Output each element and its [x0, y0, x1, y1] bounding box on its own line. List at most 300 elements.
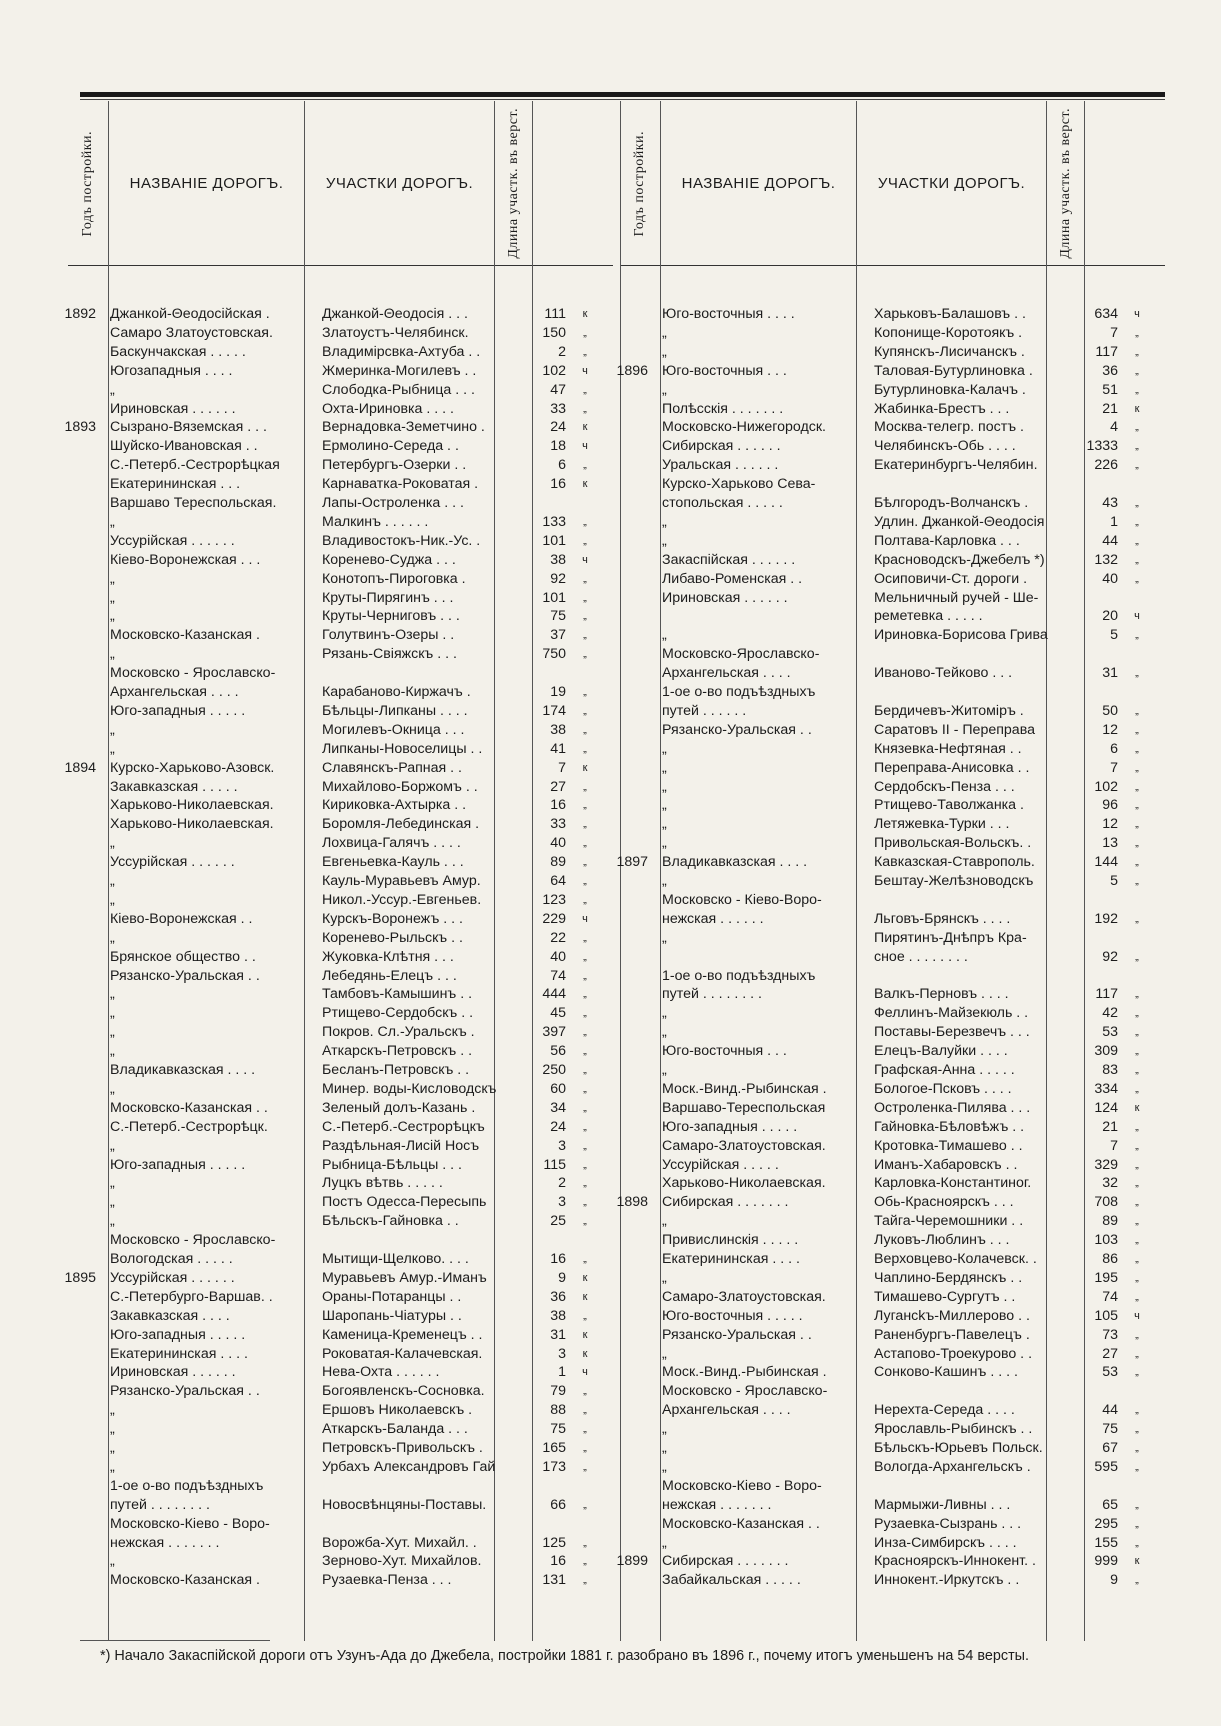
mark-cell: „: [1135, 1007, 1139, 1020]
mark-cell: „: [1135, 326, 1139, 339]
length-cell: 4: [1110, 419, 1118, 436]
length-cell: 38: [550, 1307, 566, 1324]
length-cell: 88: [550, 1402, 566, 1419]
length-cell: 329: [1094, 1156, 1118, 1173]
road-name-cell: „: [662, 1005, 667, 1022]
mark-cell: „: [1135, 704, 1139, 717]
road-name-cell: Баскунчакская . . . . .: [110, 343, 246, 360]
section-cell: Бѣльцы-Липканы . . . .: [322, 702, 468, 719]
section-cell: Нева-Охта . . . . . .: [322, 1364, 440, 1381]
length-cell: 19: [550, 684, 566, 700]
section-cell: Коренево-Суджа . . .: [322, 551, 456, 568]
length-cell: 123: [542, 891, 566, 908]
road-name-cell: Московско-Кіево - Воро-: [662, 1477, 822, 1494]
mark-cell: „: [1135, 1026, 1139, 1039]
road-name-cell: Московско-Казанская .: [110, 1572, 260, 1589]
length-cell: 92: [1102, 948, 1118, 965]
road-name-cell: 1-ое о-во подъѣздныхъ: [662, 684, 816, 700]
mark-cell: „: [1135, 553, 1139, 566]
section-cell: Обь-Красноярскъ . . .: [874, 1194, 1014, 1211]
mark-cell: „: [1135, 1271, 1139, 1284]
section-cell: Мармыжи-Ливны . . .: [874, 1496, 1011, 1513]
road-name-cell: С.-Петербурго-Варшав. .: [110, 1288, 273, 1305]
mark-cell: „: [1135, 950, 1139, 963]
length-cell: 195: [1094, 1269, 1118, 1286]
section-cell: Луцкъ вѣтвь . . . . .: [322, 1175, 443, 1192]
length-cell: 64: [550, 873, 566, 889]
road-name-cell: „: [662, 627, 667, 644]
mark-cell: к: [582, 1328, 588, 1341]
mark-cell: ч: [582, 553, 588, 566]
length-cell: 38: [550, 721, 566, 738]
road-name-cell: „: [662, 1345, 667, 1362]
mark-cell: „: [1135, 912, 1139, 925]
section-cell: Рыбница-Бѣльцы . . .: [322, 1156, 462, 1173]
mark-cell: ч: [1134, 308, 1140, 320]
road-name-cell: Самаро Златоустовская.: [110, 324, 273, 341]
mark-cell: к: [1134, 402, 1140, 415]
mark-cell: „: [1135, 1082, 1139, 1095]
road-name-cell: „: [662, 532, 667, 549]
mark-cell: „: [583, 1423, 587, 1436]
road-name-cell: Архангельская . . . .: [662, 1402, 791, 1419]
section-cell: Иманъ-Хабаровскъ . .: [874, 1156, 1018, 1173]
length-cell: 229: [542, 910, 566, 927]
road-name-cell: „: [110, 646, 115, 663]
mark-cell: „: [1135, 818, 1139, 831]
road-name-cell: „: [110, 1043, 115, 1060]
section-cell: Вологда-Архангельскъ .: [874, 1458, 1031, 1475]
mark-cell: „: [1135, 1460, 1139, 1473]
section-cell: Лебедянь-Елецъ . . .: [322, 967, 457, 984]
top-rule: [80, 92, 1165, 97]
road-name-cell: С.-Петерб.-Сестрорѣцк.: [110, 1118, 268, 1135]
section-cell: Липканы-Новоселицы . .: [322, 740, 483, 757]
mark-cell: „: [583, 1045, 587, 1058]
length-cell: 21: [1102, 1118, 1118, 1135]
length-cell: 89: [1102, 1213, 1118, 1230]
mark-cell: „: [1135, 1517, 1139, 1530]
length-cell: 6: [558, 457, 566, 474]
section-cell: Луковъ-Люблинъ . . .: [874, 1232, 1010, 1249]
length-cell: 45: [550, 1005, 566, 1022]
length-cell: 36: [1102, 362, 1118, 379]
mark-cell: „: [583, 572, 587, 585]
length-cell: 31: [1102, 665, 1118, 682]
road-name-cell: С.-Петерб.-Сестрорѣцкая: [110, 457, 280, 474]
length-cell: 33: [550, 816, 566, 833]
section-cell: Кириковка-Ахтырка . .: [322, 797, 467, 814]
road-name-cell: стопольская . . . . .: [662, 495, 783, 511]
section-cell: Могилевъ-Окница . . .: [322, 721, 465, 738]
road-name-cell: „: [662, 1440, 667, 1456]
length-cell: 9: [558, 1269, 566, 1286]
length-cell: 3: [558, 1137, 566, 1154]
mark-cell: „: [1135, 629, 1139, 642]
length-cell: 708: [1094, 1194, 1118, 1211]
road-name-cell: Самаро-Златоустовская.: [662, 1288, 826, 1305]
mark-cell: „: [1135, 988, 1139, 1001]
length-cell: 22: [550, 929, 566, 946]
section-cell: Вернадовка-Земетчино .: [322, 419, 485, 436]
mark-cell: „: [1135, 837, 1139, 850]
road-name-cell: Уссурійская . . . . . .: [110, 532, 235, 549]
road-name-cell: Харьково-Николаевская.: [110, 816, 274, 833]
road-name-cell: Вологодская . . . . .: [110, 1251, 233, 1267]
mark-cell: „: [583, 969, 587, 982]
section-cell: Пирятинъ-Днѣпръ Кра-: [874, 929, 1027, 946]
road-name-cell: Владикавказская . . . .: [662, 854, 808, 871]
length-cell: 31: [550, 1326, 566, 1343]
length-cell: 174: [542, 702, 566, 719]
length-cell: 75: [550, 1421, 566, 1438]
length-cell: 34: [550, 1099, 566, 1116]
mark-cell: „: [583, 875, 587, 887]
road-name-cell: Юго-восточныя . . . .: [662, 306, 795, 322]
mark-cell: „: [583, 1177, 587, 1190]
section-cell: Тамбовъ-Камышинъ . .: [322, 986, 473, 1003]
road-name-cell: Харьково-Николаевская.: [662, 1175, 826, 1192]
length-cell: 105: [1094, 1307, 1118, 1324]
length-cell: 12: [1102, 721, 1118, 738]
road-name-cell: „: [110, 740, 115, 757]
length-cell: 20: [1102, 608, 1118, 625]
road-name-cell: „: [662, 816, 667, 833]
mark-cell: „: [583, 1498, 587, 1511]
length-cell: 9: [1110, 1572, 1118, 1589]
right-length-header: Длина участк. въ верст.: [1046, 101, 1084, 266]
length-cell: 40: [1102, 570, 1118, 587]
year-cell: 1893: [64, 419, 96, 436]
section-cell: Конотопъ-Пироговка .: [322, 570, 466, 587]
mark-cell: „: [583, 1385, 587, 1398]
section-cell: Летяжевка-Турки . . .: [874, 816, 1010, 833]
road-name-cell: „: [110, 891, 115, 908]
road-name-cell: Самаро-Златоустовская.: [662, 1137, 826, 1154]
road-name-cell: „: [662, 1458, 667, 1475]
mark-cell: „: [583, 383, 587, 396]
length-cell: 33: [550, 400, 566, 417]
mark-cell: „: [583, 1309, 587, 1322]
mark-cell: „: [1135, 1139, 1139, 1152]
section-cell: сное . . . . . . . .: [874, 948, 968, 965]
length-cell: 750: [542, 646, 566, 663]
road-name-cell: Владикавказская . . . .: [110, 1062, 256, 1078]
mark-cell: „: [583, 704, 587, 717]
road-name-cell: 1-ое о-во подъѣздныхъ: [110, 1477, 264, 1494]
section-cell: Мытищи-Щелково. . . .: [322, 1251, 469, 1267]
right-year-header: Годъ постройки.: [632, 130, 647, 237]
section-cell: Елецъ-Валуйки . . . .: [874, 1043, 1008, 1060]
road-name-cell: Юго-восточныя . . .: [662, 1043, 787, 1060]
section-cell: С.-Петерб.-Сестрорѣцкъ: [322, 1118, 485, 1135]
length-cell: 83: [1102, 1062, 1118, 1078]
road-name-cell: Закавказская . . . . .: [110, 778, 238, 795]
mark-cell: „: [1135, 1234, 1139, 1247]
mark-cell: „: [1135, 875, 1139, 887]
length-cell: 444: [542, 986, 566, 1003]
left-section-header: УЧАСТКИ ДОРОГЪ.: [304, 101, 494, 266]
mark-cell: к: [582, 761, 588, 774]
mark-cell: „: [583, 818, 587, 831]
year-cell: 1898: [616, 1194, 648, 1211]
mark-cell: „: [1135, 534, 1139, 547]
mark-cell: „: [1135, 515, 1139, 528]
road-name-cell: Рязанско-Уральская . .: [662, 1326, 812, 1343]
mark-cell: „: [583, 893, 587, 906]
section-cell: Красноводскъ-Джебелъ *): [874, 551, 1045, 568]
road-name-cell: „: [110, 513, 115, 530]
section-cell: Карабаново-Киржачъ .: [322, 684, 471, 700]
road-name-cell: Кіево-Воронежская . . .: [110, 551, 261, 568]
road-name-cell: Рязанско-Уральская . .: [110, 967, 260, 984]
road-name-cell: Московско - Ярославско-: [110, 665, 276, 682]
mark-cell: „: [583, 1574, 587, 1587]
road-name-cell: Рязанско-Уральская . .: [662, 721, 812, 738]
length-cell: 21: [1102, 400, 1118, 417]
section-cell: Князевка-Нефтяная . .: [874, 740, 1022, 757]
section-cell: Кавказская-Ставрополь.: [874, 854, 1035, 871]
road-name-cell: Юго-западныя . . . . .: [662, 1118, 798, 1135]
mark-cell: „: [1135, 1120, 1139, 1133]
section-cell: Карнаватка-Роковатая .: [322, 476, 479, 493]
mark-cell: „: [1135, 856, 1139, 869]
length-cell: 74: [1102, 1288, 1118, 1305]
road-name-cell: „: [110, 1080, 115, 1097]
length-cell: 37: [550, 627, 566, 644]
road-name-cell: Ириновская . . . . . .: [662, 589, 788, 606]
mark-cell: „: [1135, 421, 1139, 434]
section-cell: Льговъ-Брянскъ . . . .: [874, 910, 1011, 927]
length-cell: 5: [1110, 873, 1118, 889]
mark-cell: „: [583, 780, 587, 793]
section-cell: Поставы-Березвечъ . . .: [874, 1024, 1030, 1041]
length-cell: 25: [550, 1213, 566, 1230]
length-cell: 3: [558, 1345, 566, 1362]
mark-cell: „: [583, 988, 587, 1001]
mark-cell: „: [1135, 1574, 1139, 1587]
length-cell: 66: [550, 1496, 566, 1513]
length-cell: 74: [550, 967, 566, 984]
mark-cell: „: [1135, 1290, 1139, 1303]
road-name-cell: нежская . . . . . .: [662, 910, 764, 927]
mark-cell: „: [583, 326, 587, 339]
mark-cell: „: [583, 1404, 587, 1417]
length-cell: 65: [1102, 1496, 1118, 1513]
road-name-cell: нежская . . . . . . .: [662, 1496, 772, 1513]
mark-cell: „: [583, 1101, 587, 1114]
section-cell: Бердичевъ-Житоміръ .: [874, 702, 1024, 719]
road-name-cell: Ириновская . . . . . .: [110, 1364, 236, 1381]
length-cell: 75: [550, 608, 566, 625]
section-cell: Сердобскъ-Пенза . . .: [874, 778, 1015, 795]
mark-cell: ч: [1134, 610, 1140, 623]
length-cell: 89: [550, 854, 566, 871]
length-cell: 165: [542, 1440, 566, 1456]
road-name-cell: „: [110, 381, 115, 398]
length-cell: 101: [542, 532, 566, 549]
road-name-cell: Кіево-Воронежская . .: [110, 910, 253, 927]
length-cell: 5: [1110, 627, 1118, 644]
road-name-cell: Московско-Ярославско-: [662, 646, 820, 663]
mark-cell: „: [1135, 1404, 1139, 1417]
length-cell: 150: [542, 324, 566, 341]
length-cell: 16: [550, 797, 566, 814]
mark-cell: к: [1134, 1101, 1140, 1114]
road-name-cell: „: [662, 797, 667, 814]
road-name-cell: „: [662, 1534, 667, 1551]
section-cell: Харьковъ-Балашовъ . .: [874, 306, 1026, 322]
mark-cell: ч: [582, 912, 588, 925]
length-cell: 27: [550, 778, 566, 795]
mark-cell: „: [583, 950, 587, 963]
road-name-cell: Уссурійская . . . . .: [662, 1156, 779, 1173]
length-cell: 13: [1102, 835, 1118, 852]
section-cell: Бѣльскъ-Гайновка . .: [322, 1213, 459, 1230]
length-cell: 12: [1102, 816, 1118, 833]
mark-cell: „: [583, 1158, 587, 1171]
road-name-cell: „: [662, 759, 667, 776]
length-cell: 124: [1094, 1099, 1118, 1116]
section-cell: Джанкой-Θеодосія . . .: [322, 306, 468, 322]
mark-cell: „: [1135, 345, 1139, 358]
section-cell: Роковатая-Калачевская.: [322, 1345, 483, 1362]
mark-cell: „: [1135, 799, 1139, 812]
length-cell: 60: [550, 1080, 566, 1097]
length-cell: 96: [1102, 797, 1118, 814]
road-name-cell: „: [662, 929, 667, 946]
mark-cell: „: [1135, 1536, 1139, 1549]
road-name-cell: Архангельская . . . .: [662, 665, 791, 682]
mark-cell: „: [583, 402, 587, 415]
road-name-cell: Московско-Нижегородск.: [662, 419, 826, 436]
section-cell: Курскъ-Воронежъ . . .: [322, 910, 464, 927]
mark-cell: „: [1135, 1328, 1139, 1341]
length-cell: 43: [1102, 495, 1118, 511]
length-cell: 192: [1094, 910, 1118, 927]
section-cell: Ириновка-Борисова Грива: [874, 627, 1048, 644]
road-name-cell: Брянское общество . .: [110, 948, 256, 965]
road-name-cell: „: [110, 1175, 115, 1192]
mark-cell: „: [1135, 440, 1139, 453]
right-vline-1: [660, 101, 661, 1641]
road-name-cell: Екатерининская . . .: [110, 476, 241, 493]
mark-cell: „: [1135, 1366, 1139, 1379]
right-name-header: НАЗВАНІЕ ДОРОГЪ.: [660, 101, 856, 266]
section-cell: Екатеринбургъ-Челябин.: [874, 457, 1038, 474]
section-cell: Голутвинъ-Озеры . .: [322, 627, 455, 644]
road-name-cell: „: [110, 1553, 115, 1570]
section-cell: Лохвица-Галячъ . . . .: [322, 835, 461, 852]
length-cell: 36: [550, 1288, 566, 1305]
mark-cell: „: [1135, 1064, 1139, 1076]
road-name-cell: „: [662, 835, 667, 852]
section-cell: Бутурлиновка-Калачъ .: [874, 381, 1026, 398]
length-cell: 595: [1094, 1458, 1118, 1475]
section-cell: Аткарскъ-Баланда . . .: [322, 1421, 468, 1438]
mark-cell: „: [1135, 1347, 1139, 1360]
road-name-cell: Уссурійская . . . . . .: [110, 854, 235, 871]
length-cell: 38: [550, 551, 566, 568]
section-cell: Ртищево-Сердобскъ . .: [322, 1005, 474, 1022]
section-cell: Круты-Черниговъ . . .: [322, 608, 460, 625]
section-cell: Гайновка-Бѣловѣжъ . .: [874, 1118, 1025, 1135]
section-cell: Саратовъ II - Переправа: [874, 721, 1035, 738]
mark-cell: „: [1135, 1442, 1139, 1454]
road-name-cell: Московско - Ярославско-: [662, 1383, 828, 1400]
length-cell: 50: [1102, 702, 1118, 719]
left-name-header: НАЗВАНІЕ ДОРОГЪ.: [108, 101, 304, 266]
section-cell: Аткарскъ-Петровскъ . .: [322, 1043, 473, 1060]
length-cell: 24: [550, 1118, 566, 1135]
mark-cell: ч: [582, 1366, 588, 1379]
section-cell: Бештау-Желѣзноводскъ: [874, 873, 1034, 889]
length-cell: 67: [1102, 1440, 1118, 1456]
road-name-cell: „: [662, 873, 667, 889]
length-cell: 16: [550, 1251, 566, 1267]
mark-cell: „: [583, 1442, 587, 1454]
section-cell: Евгеньевка-Кауль . . .: [322, 854, 464, 871]
road-name-cell: „: [110, 873, 115, 889]
length-cell: 101: [542, 589, 566, 606]
length-cell: 334: [1094, 1080, 1118, 1097]
length-cell: 44: [1102, 532, 1118, 549]
section-cell: Рузаевка-Пенза . . .: [322, 1572, 452, 1589]
road-name-cell: Харьково-Николаевская.: [110, 797, 274, 814]
section-cell: Бѣльскъ-Юрьевъ Польск.: [874, 1440, 1043, 1456]
mark-cell: „: [583, 742, 587, 755]
road-name-cell: Уссурійская . . . . . .: [110, 1269, 235, 1286]
length-cell: 634: [1094, 306, 1118, 322]
mark-cell: „: [1135, 1158, 1139, 1171]
road-name-cell: Юго-западныя . . . . .: [110, 1326, 246, 1343]
mark-cell: „: [1135, 780, 1139, 793]
section-cell: Астапово-Троекурово . .: [874, 1345, 1033, 1362]
section-cell: Переправа-Анисовка . .: [874, 759, 1030, 776]
mark-cell: „: [583, 515, 587, 528]
section-cell: Богоявленскъ-Сосновка.: [322, 1383, 485, 1400]
mark-cell: „: [1135, 723, 1139, 736]
mark-cell: к: [582, 1290, 588, 1303]
section-cell: Раненбургъ-Павелецъ .: [874, 1326, 1030, 1343]
section-cell: Коренево-Рыльскъ . .: [322, 929, 463, 946]
mark-cell: „: [1135, 1498, 1139, 1511]
mark-cell: „: [583, 345, 587, 358]
section-cell: Раздѣльная-Лисій Носъ: [322, 1137, 480, 1154]
road-name-cell: „: [110, 1402, 115, 1419]
length-cell: 133: [542, 513, 566, 530]
section-cell: Бесланъ-Петровскъ . .: [322, 1062, 470, 1078]
left-length-header: Длина участк. въ верст.: [494, 101, 532, 266]
mark-cell: „: [583, 723, 587, 736]
section-cell: Боромля-Лебединская .: [322, 816, 480, 833]
road-name-cell: Курско-Харьково Сева-: [662, 476, 816, 493]
mark-cell: „: [583, 459, 587, 472]
length-cell: 173: [542, 1458, 566, 1475]
road-name-cell: „: [110, 1024, 115, 1041]
section-cell: Жуковка-Клѣтня . . .: [322, 948, 454, 965]
section-cell: Славянскъ-Рапная . .: [322, 759, 462, 776]
mark-cell: ч: [1134, 1309, 1140, 1322]
length-cell: 40: [550, 948, 566, 965]
road-name-cell: Варшаво-Тереспольская: [662, 1099, 826, 1116]
length-cell: 1333: [1086, 438, 1118, 455]
road-name-cell: Закавказская . . . .: [110, 1307, 230, 1324]
length-cell: 132: [1094, 551, 1118, 568]
section-cell: Челябинскъ-Обь . . . .: [874, 438, 1016, 455]
section-cell: Лугансkъ-Миллерово . .: [874, 1307, 1030, 1324]
road-name-cell: „: [110, 608, 115, 625]
